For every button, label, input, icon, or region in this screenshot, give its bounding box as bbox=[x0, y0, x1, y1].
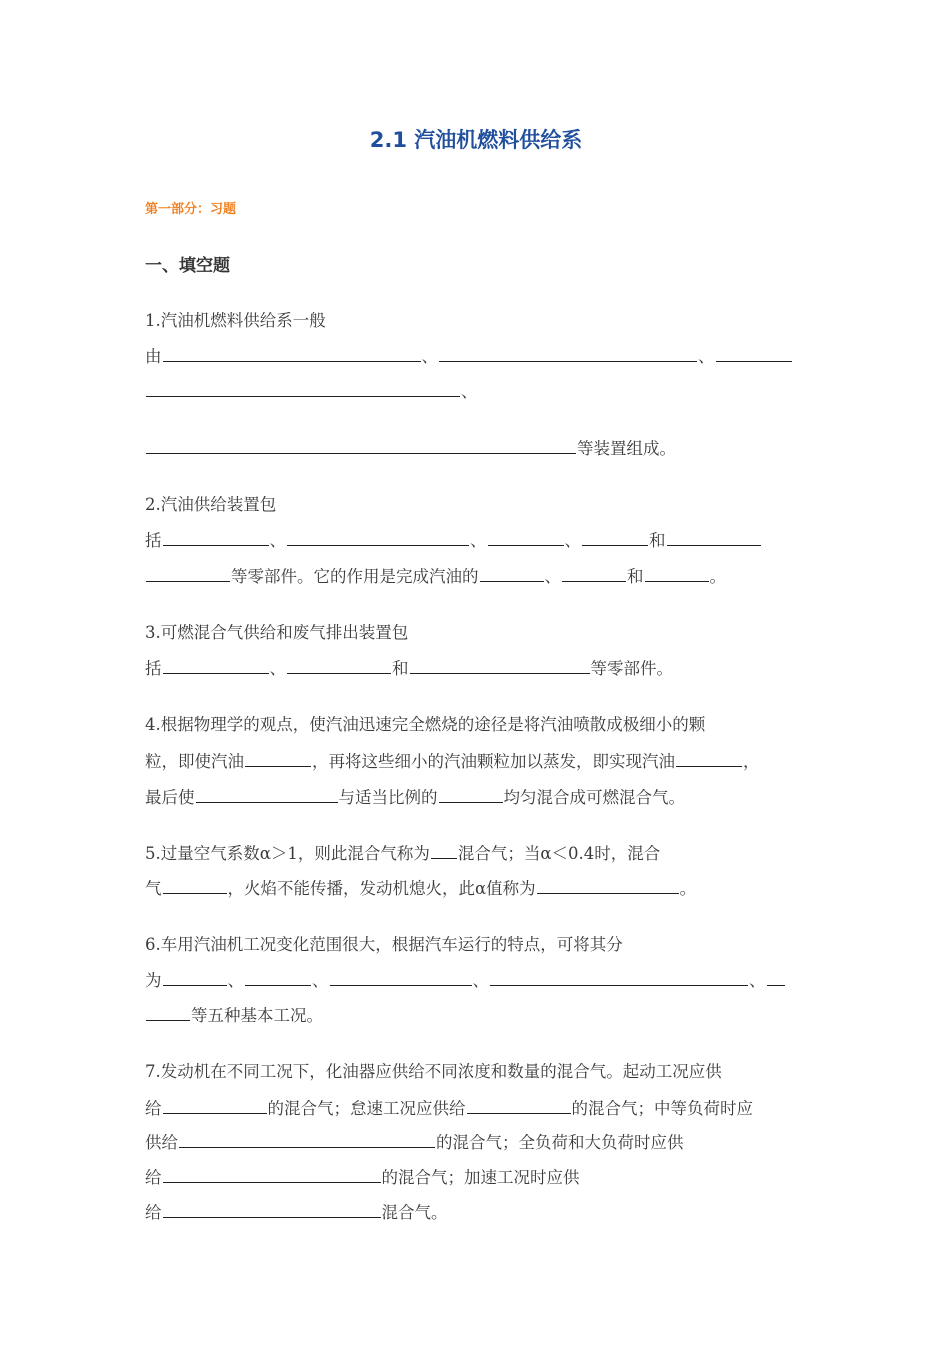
question-4-blanks-row2: 最后使 与适当比例的 均匀混合成可燃混合气。 bbox=[145, 784, 685, 810]
question-6-blanks-row2: 等五种基本工况。 bbox=[145, 1002, 323, 1028]
answer-blank[interactable] bbox=[163, 655, 269, 674]
answer-blank[interactable] bbox=[163, 343, 421, 362]
question-7-blanks-row3: 给 的混合气；加速工况时应供 bbox=[145, 1164, 580, 1190]
question-7-blanks-row2: 供给 的混合气；全负荷和大负荷时应供 bbox=[145, 1129, 684, 1155]
question-1-blanks-row2: 、 bbox=[145, 378, 478, 404]
answer-blank[interactable] bbox=[439, 784, 503, 803]
answer-blank[interactable] bbox=[667, 527, 761, 546]
answer-blank[interactable] bbox=[163, 1164, 381, 1183]
section-label: 第一部分：习题 bbox=[145, 202, 237, 217]
answer-blank[interactable] bbox=[163, 875, 227, 894]
answer-blank[interactable] bbox=[146, 563, 230, 582]
question-3-blanks-row1: 括 、 和 等零部件。 bbox=[145, 655, 673, 681]
answer-blank[interactable] bbox=[330, 967, 472, 986]
question-5-row1: 5.过量空气系数α＞1，则此混合气称为 混合气；当α＜0.4时，混合 bbox=[145, 840, 660, 866]
question-5-row2: 气 ，火焰不能传播，发动机熄火，此α值称为 。 bbox=[145, 875, 696, 901]
answer-blank[interactable] bbox=[582, 527, 648, 546]
answer-blank[interactable] bbox=[179, 1129, 435, 1148]
exercise-heading: 一、填空题 bbox=[145, 256, 230, 276]
answer-blank[interactable] bbox=[163, 1199, 381, 1218]
question-2-blanks-row1: 括 、 、 、 和 bbox=[145, 527, 762, 553]
question-3-text: 3.可燃混合气供给和废气排出装置包 bbox=[145, 623, 409, 642]
answer-blank[interactable] bbox=[480, 563, 544, 582]
answer-blank[interactable] bbox=[245, 748, 311, 767]
question-7-text: 7.发动机在不同工况下，化油器应供给不同浓度和数量的混合气。起动工况应供 bbox=[145, 1062, 722, 1081]
question-7-blanks-row1: 给 的混合气；怠速工况应供给 的混合气；中等负荷时应 bbox=[145, 1095, 753, 1121]
question-1-blanks-row3: 等装置组成。 bbox=[145, 435, 676, 461]
answer-blank[interactable] bbox=[767, 967, 785, 986]
answer-blank[interactable] bbox=[146, 1002, 190, 1021]
answer-blank[interactable] bbox=[163, 527, 269, 546]
answer-blank[interactable] bbox=[488, 527, 564, 546]
question-7-blanks-row4: 给 混合气。 bbox=[145, 1199, 448, 1225]
question-6-text: 6.车用汽油机工况变化范围很大，根据汽车运行的特点，可将其分 bbox=[145, 935, 623, 954]
answer-blank[interactable] bbox=[287, 655, 391, 674]
answer-blank[interactable] bbox=[676, 748, 742, 767]
answer-blank[interactable] bbox=[431, 840, 457, 859]
answer-blank[interactable] bbox=[467, 1095, 571, 1114]
answer-blank[interactable] bbox=[645, 563, 709, 582]
answer-blank[interactable] bbox=[562, 563, 626, 582]
answer-blank[interactable] bbox=[163, 1095, 267, 1114]
answer-blank[interactable] bbox=[439, 343, 697, 362]
question-1-text: 1.汽油机燃料供给系一般 bbox=[145, 311, 326, 330]
answer-blank[interactable] bbox=[196, 784, 338, 803]
question-2-blanks-row2: 等零部件。它的作用是完成汽油的 、 和 。 bbox=[145, 563, 726, 589]
answer-blank[interactable] bbox=[490, 967, 748, 986]
answer-blank[interactable] bbox=[716, 343, 792, 362]
question-2-text: 2.汽油供给装置包 bbox=[145, 495, 277, 514]
answer-blank[interactable] bbox=[163, 967, 227, 986]
answer-blank[interactable] bbox=[287, 527, 469, 546]
question-4-blanks-row1: 粒，即使汽油 ，再将这些细小的汽油颗粒加以蒸发，即实现汽油 ， bbox=[145, 748, 760, 774]
answer-blank[interactable] bbox=[245, 967, 311, 986]
question-4-text: 4.根据物理学的观点，使汽油迅速完全燃烧的途径是将汽油喷散成极细小的颗 bbox=[145, 715, 706, 734]
answer-blank[interactable] bbox=[410, 655, 590, 674]
page-title: 2.1 汽油机燃料供给系 bbox=[369, 128, 583, 152]
question-6-blanks-row1: 为 、 、 、 、 bbox=[145, 967, 786, 993]
answer-blank[interactable] bbox=[146, 378, 460, 397]
answer-blank[interactable] bbox=[537, 875, 679, 894]
answer-blank[interactable] bbox=[146, 435, 576, 454]
question-1-blanks-row1: 由 、 、 bbox=[145, 343, 793, 369]
